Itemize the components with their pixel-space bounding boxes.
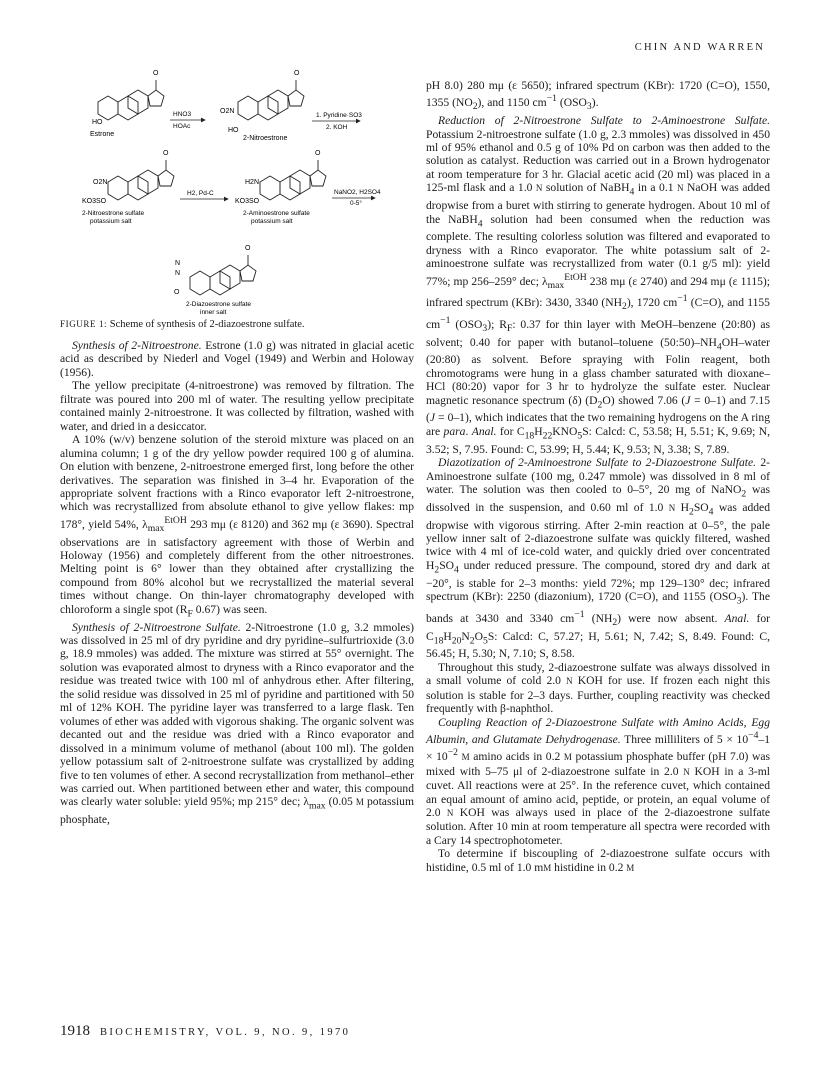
ds-keto-o: O xyxy=(245,245,251,252)
reagent-h2-pdc: H2, Pd-C xyxy=(187,190,214,197)
left-column-paragraph: A 10% (w/v) benzene solution of the steroid mixture was placed on an alumina column; 1 g of the dry yellow powder required 100 g of alumina. On elution with benzene, 2-nitroestrone emerged first, long before the other derivatives. The separation was finished in 3–4 hr. Evaporation of the appropriate solvent fractions with a Rinco evaporator left 2-nitroestrone, which was recrystallized from absolute ethanol to give yellow flakes: mp 178°, yield 54%, $\lambda_{max}^{EtOH}$ 293 mμ (ε 8120) and 362 mμ (ε 3690). Spectral observations are in satisfactory agreement with those of Werbin and Holoway (1956) and completely different from the other nitroestrones. Melting point is 6° lower than they obtained after crystallizing the compound from 80% alcohol but we recrystallized the material several times without change. On thin-layer chromatography developed with chloroform a single spot ($R_F$ 0.67) was seen. xyxy=(60,433,414,620)
journal-citation: BIOCHEMISTRY, VOL. 9, NO. 9, 1970 xyxy=(100,1027,351,1038)
ns-kso3-group: KO3SO xyxy=(82,198,107,205)
right-column-paragraph: pH 8.0) 280 mμ (ε 5650); infrared spectrum (KBr): 1720 (C=O), 1550, 1355 $(NO_2)$, and 1150 $cm^{-1}$ $(OSO_3)$. xyxy=(426,79,770,113)
left-column-paragraph: Synthesis of 2-Nitroestrone Sulfate. 2-Nitroestrone (1.0 g, 3.2 mmoles) was dissolved in 25 ml of dry pyridine and dry pyridine–sulfurtrioxide (3.0 g, 18.9 mmoles) was added. The mixture was stirred at 55° overnight. The solution was evaporated almost to dryness with a Rinco evaporator and the residue was treated twice with 100 ml of anhydrous ether. After filtering, the solid residue was dissolved in 25 ml of pyridine and partitioned with 50 ml of 12% KOH. The pyridine layer was transferred to a large flask. Ten volumes of ether was added with vigorous shaking. The organic solvent was decanted out and the residue was dried with a Rinco evaporator and dissolved in a minimum volume of methanol (about 100 ml). The golden yellow potassium salt of 2-nitroestrone sulfate was crystallized by adding five to ten volumes of ether. A second recrystallization from methanol–ether was carried out. When partitioned between ether and water, this compound was clearly water soluble: yield 95%; mp 215° dec; $\lambda_{max}$ (0.05 M potassium phosphate, xyxy=(60,620,415,827)
right-column xyxy=(426,79,770,875)
page-number: 1918 xyxy=(60,1023,90,1039)
estrone-structure xyxy=(90,70,164,138)
left-column xyxy=(60,339,414,827)
right-column-paragraph: Reduction of 2-Nitroestrone Sulfate to 2-Aminoestrone Sulfate. Potassium 2-nitroestrone sulfate (1.0 g, 2.3 mmoles) was dissolved in 450 ml of 95% ethanol and 0.5 g of 10% Pd on carbon was then added to the solution as catalyst. Reduction was carried out in a Brown hydrogenator at room temperature for 3 hr. Glacial acetic acid (20 ml) was placed in a 125-ml flask and a 1.0 N solution of NaBH$_4$ in a 0.1 N NaOH was added dropwise from a buret with stirring to generate hydrogen. About 10 ml of the NaBH$_4$ solution had been consumed when the reduction was complete. The resulting colorless solution was filtered and evaporated to dryness with a Rinco evaporator. The white potassium salt of 2-aminoestrone sulfate was recrystallized from water (0.1 g/5 ml): yield 77%; mp 256–259° dec; $\lambda_{max}^{EtOH}$ 238 mμ (ε 2740) and 294 mμ (ε 1115); infrared spectrum (KBr): 3430, 3340 $(NH_2)$, 1720 $cm^{-1}$ (C=O), and 1155 $cm^{-1}$ $(OSO_3)$; $R_F$: 0.37 for thin layer with MeOH–benzene (20:80) as solvent; 0.40 for paper with butanol–toluene $(50:50)-NH_4OH$–water (20:80) as solvent. Before spraying with Folin reagent, both chromotograms were hung in a glass chamber saturated with dioxane–HCl (80:20) vapor for 3 hr to hydrolyze the sulfate ester. Nuclear magnetic resonance spectrum (δ) $(D_2O)$ showed 7.06 (J = 0–1) and 7.15 (J = 0–1), which indicates that the two remaining hydrogens on the A ring are para. Anal. for $C_{18}H_{22}KNO_5S$: Calcd: C, 53.58; H, 5.51; K, 9.69; N, 3.52; S, 7.95. Found: C, 53.99; H, 5.44; K, 9.53; N, 3.38; S, 7.89. xyxy=(426,114,771,456)
right-column-paragraph: Coupling Reaction of 2-Diazoestrone Sulfate with Amino Acids, Egg Albumin, and Glutamate Dehydrogenase. Three milliliters of $5 \times 10^{-4}-1 \times 10^{-2}$ M amino acids in 0.2 M potassium phosphate buffer (pH 7.0) was mixed with 5–75 μl of 2-diazoestrone sulfate in 2.0 N KOH in a 3-ml cuvet. All reactions were at 25°. In the reference cuvet, which contained an equal amount of amino acid, peptide, or protein, an equal volume of 2.0 N KOH was always used in place of the 2-diazoestrone sulfate solution. After 10 min at room temperature all spectra were recorded with a Cary 14 spectrophotometer. xyxy=(426,715,770,847)
as-kso3-group: KO3SO xyxy=(235,198,260,205)
as-label-salt: potassium salt xyxy=(251,218,293,225)
nitro-o2n-group: O2N xyxy=(220,108,235,115)
figure-caption-label: FIGURE 1: xyxy=(60,319,108,329)
as-keto-o: O xyxy=(315,150,321,157)
nitroestrone-label: 2-Nitroestrone xyxy=(243,135,288,142)
reagent-pyridine-so3: 1. Pyridine·SO3 xyxy=(316,112,362,119)
nitroestrone-structure xyxy=(220,70,304,142)
ds-n2-group: N xyxy=(175,270,181,277)
figure-caption xyxy=(60,319,305,330)
left-column-paragraph: The yellow precipitate (4-nitroestrone) was removed by filtration. The filtrate was poured into 200 ml of water. The resulting yellow precipitate contained mainly 2-nitroestrone. It was collected by filtration, washed with water, and dried in a desiccator. xyxy=(60,379,414,433)
as-h2n-group: H2N xyxy=(245,179,260,186)
aminoestrone-sulfate-structure xyxy=(235,150,326,225)
diazoestrone-sulfate-structure xyxy=(174,245,256,316)
ds-n-group: N xyxy=(175,260,181,267)
right-column-paragraph: Diazotization of 2-Aminoestrone Sulfate to 2-Diazoestrone Sulfate. 2-Aminoestrone sulfate (100 mg, 0.247 mmole) was dissolved in 8 ml of water. The solution was then cooled to 0–5°, 20 mg of NaNO$_2$ was dissolved in the suspension, and 0.60 ml of 1.0 N $H_2SO_4$ was added dropwise with vigorous stirring. After 2-min reaction at 0–5°, the pale yellow inner salt of 2-diazoestrone sulfate was quickly filtered, washed twice with 4 ml of ice-cold water, and quickly dried over concentrated $H_2SO_4$ under reduced pressure. The compound, stored dry and dark at −20°, is stable for 2–3 months: yield 72%; mp 129–130° dec; infrared spectrum (KBr): 2250 (diazonium), 1720 (C=O), and 1155 $(OSO_3)$. The bands at 3430 and 3340 $cm^{-1}$ $(NH_2)$ were now absent. Anal. for $C_{18}H_{20}N_2O_5S$: Calcd: C, 57.27; H, 5.61; N, 7.42; S, 8.49. Found: C, 56.45; H, 5.30; N, 7.10; S, 8.58. xyxy=(426,456,770,661)
reagent-nano2: NaNO2, H2SO4 xyxy=(334,189,381,196)
reagent-hno3: HNO3 xyxy=(173,111,192,118)
running-head: CHIN AND WARREN xyxy=(634,42,765,53)
nitroestrone-sulfate-structure xyxy=(82,150,174,225)
ns-label-salt: potassium salt xyxy=(90,218,132,225)
ds-o-group: O xyxy=(174,289,180,296)
estrone-keto-o: O xyxy=(153,70,159,77)
ds-label: 2-Diazoestrone sulfate xyxy=(186,301,252,308)
estrone-label: Estrone xyxy=(90,131,115,138)
ns-o2n-group: O2N xyxy=(93,179,108,186)
ds-label-salt: inner salt xyxy=(200,309,227,316)
reagent-koh: 2. KOH xyxy=(326,124,348,131)
nitro-ho-group: HO xyxy=(228,127,239,134)
left-column-paragraph: Synthesis of 2-Nitroestrone. Estrone (1.0 g) was nitrated in glacial acetic acid as described by Niederl and Vogel (1949) and Werbin and Holoway (1956). xyxy=(60,339,414,379)
nitro-keto-o: O xyxy=(294,70,300,77)
figure-caption-text: Scheme of synthesis of 2-diazoestrone sulfate. xyxy=(107,319,305,330)
right-column-paragraph: Throughout this study, 2-diazoestrone sulfate was always dissolved in a small volume of cold 2.0 N KOH for use. If frozen each night this solution is stable for 2–3 days. Further, coupling reactivity was checked frequently with β-naphthol. xyxy=(426,660,771,716)
right-column-paragraph: To determine if biscoupling of 2-diazoestrone sulfate occurs with histidine, 0.5 ml of 1.0 mM histidine in 0.2 M xyxy=(426,847,770,874)
synthesis-scheme-figure xyxy=(60,62,416,327)
as-label: 2-Aminoestrone sulfate xyxy=(243,210,310,217)
reagent-hoac: HOAc xyxy=(173,123,191,130)
page-footer xyxy=(60,1023,350,1040)
reagent-temp: 0-5° xyxy=(350,200,362,207)
ns-keto-o: O xyxy=(163,150,169,157)
estrone-ho-group: HO xyxy=(92,119,103,126)
ns-label: 2-Nitroestrone sulfate xyxy=(82,210,145,217)
